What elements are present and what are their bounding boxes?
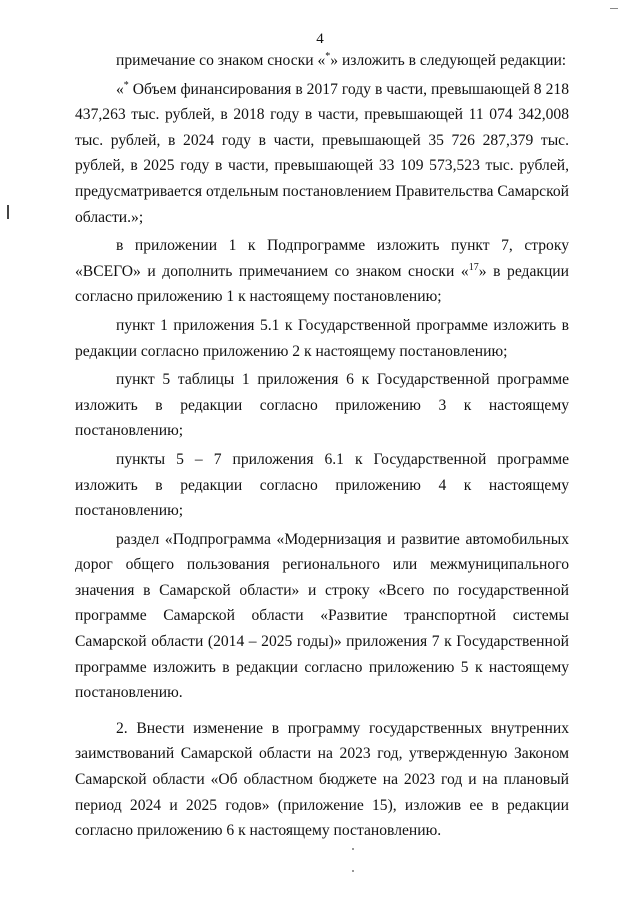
paragraph-appendix-5-1 [75, 313, 569, 364]
document-body [75, 48, 569, 844]
text-segment: в приложении 1 к Подпрограмме изложить пункт 7, строку «ВСЕГО» и дополнить примечанием со знаком сноски « [75, 237, 569, 280]
text-segment: пункт 5 таблицы 1 приложения 6 к Государственной программе изложить в редакции согласно приложению 3 к настоящему постановлению; [75, 371, 569, 440]
text-segment: пункты 5 – 7 приложения 6.1 к Государственной программе изложить в редакции согласно приложению 4 к настоящему постановлению; [75, 450, 569, 520]
paragraph-item-2 [75, 716, 569, 844]
text-segment: » изложить в следующей редакции: [330, 52, 567, 69]
text-segment: раздел «Подпрограмма «Модернизация и развитие автомобильных дорог общего пользования регионального или межмуниципального значения в Самарской области» и строку «Всего по государственной программе Самарской области «Развитие транспортной системы Самарской области (2014 – 2025 годы)» приложения 7 к Государственной программе изложить в редакции согласно приложению 5 к настоящему постановлению. [75, 530, 569, 702]
scan-dot [352, 870, 354, 872]
text-segment: примечание со знаком сноски « [116, 52, 326, 69]
text-segment: Объем финансирования в 2017 году в части, превышающей 8 218 437,263 тыс. рублей, в 2018 году в части, превышающей 11 074 342,008 тыс. рублей, в 2024 году в части, превышающей 35 726 287,379 тыс. рублей, в 2025 году в части, превышающей 33 109 573,523 тыс. рублей, предусматривается отдельным постановлением Правительства Самарской области.»; [75, 80, 569, 226]
text-segment: « [116, 80, 124, 98]
scan-mark-corner [610, 8, 618, 17]
text-segment: 2. Внести изменение в программу государственных внутренних заимствований Самарской области на 2023 год, утвержденную Законом Самарской области «Об областном бюджете на 2023 год и на плановый период 2024 и 2025 годов» (приложение 15), изложив ее в редакции согласно приложению 6 к настоящему постановлению. [75, 719, 569, 840]
paragraph-appendix-6-1 [75, 447, 569, 524]
footnote-mark: * [123, 79, 129, 91]
footnote-mark: * [325, 51, 331, 62]
text-segment: » в редакции согласно приложению 1 к настоящему постановлению; [75, 262, 569, 306]
page-number: 4 [316, 31, 324, 47]
paragraph-footnote-text [75, 77, 569, 231]
paragraph-appendix-7 [75, 527, 569, 706]
paragraph-footnote-intro [75, 48, 569, 74]
footnote-mark: 17 [468, 261, 479, 273]
scan-mark-edge [7, 205, 9, 219]
scan-dot [352, 848, 354, 850]
paragraph-appendix-6 [75, 367, 569, 444]
text-segment: пункт 1 приложения 5.1 к Государственной программе изложить в редакции согласно приложению 2 к настоящему постановлению; [75, 316, 569, 360]
paragraph-appendix-1 [75, 233, 569, 310]
